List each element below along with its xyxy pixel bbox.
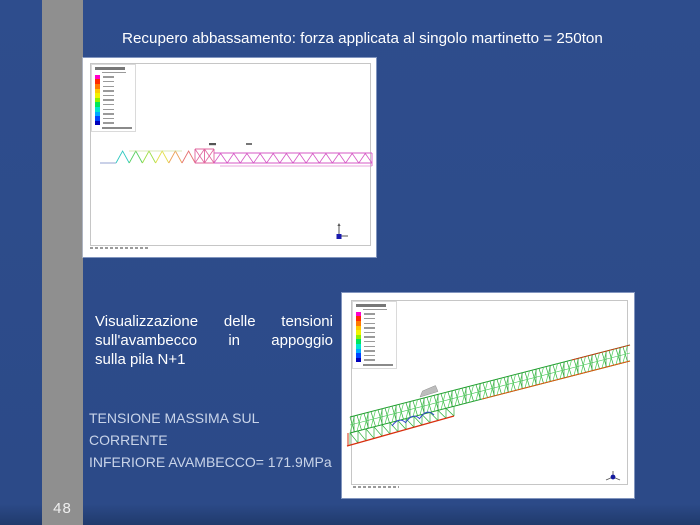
color-scale-legend <box>352 301 397 369</box>
plot-caption-text <box>353 486 399 488</box>
slide-title: Recupero abbassamento: forza applicata al singolo martinetto = 250ton <box>122 30 603 47</box>
body-text-line: sull'avambecco in appoggio <box>95 332 333 349</box>
page-number: 48 <box>53 500 72 517</box>
color-scale-legend <box>91 64 136 132</box>
body-text-line: Visualizzazione delle tensioni <box>95 313 333 330</box>
fem-screenshot-bottom <box>342 293 634 498</box>
stress-note-line2: INFERIORE AVAMBECCO= 171.9MPa <box>89 454 332 470</box>
axes-triad-icon <box>603 469 625 483</box>
fem-screenshot-top <box>83 58 376 257</box>
body-text <box>95 312 333 369</box>
left-accent-bar <box>42 0 83 525</box>
body-text-line: sulla pila N+1 <box>95 351 186 368</box>
stress-note-line1: TENSIONE MASSIMA SUL CORRENTE <box>89 410 259 448</box>
stress-note <box>89 407 339 473</box>
plot-caption-text <box>90 247 148 249</box>
axes-triad-icon <box>335 222 351 240</box>
